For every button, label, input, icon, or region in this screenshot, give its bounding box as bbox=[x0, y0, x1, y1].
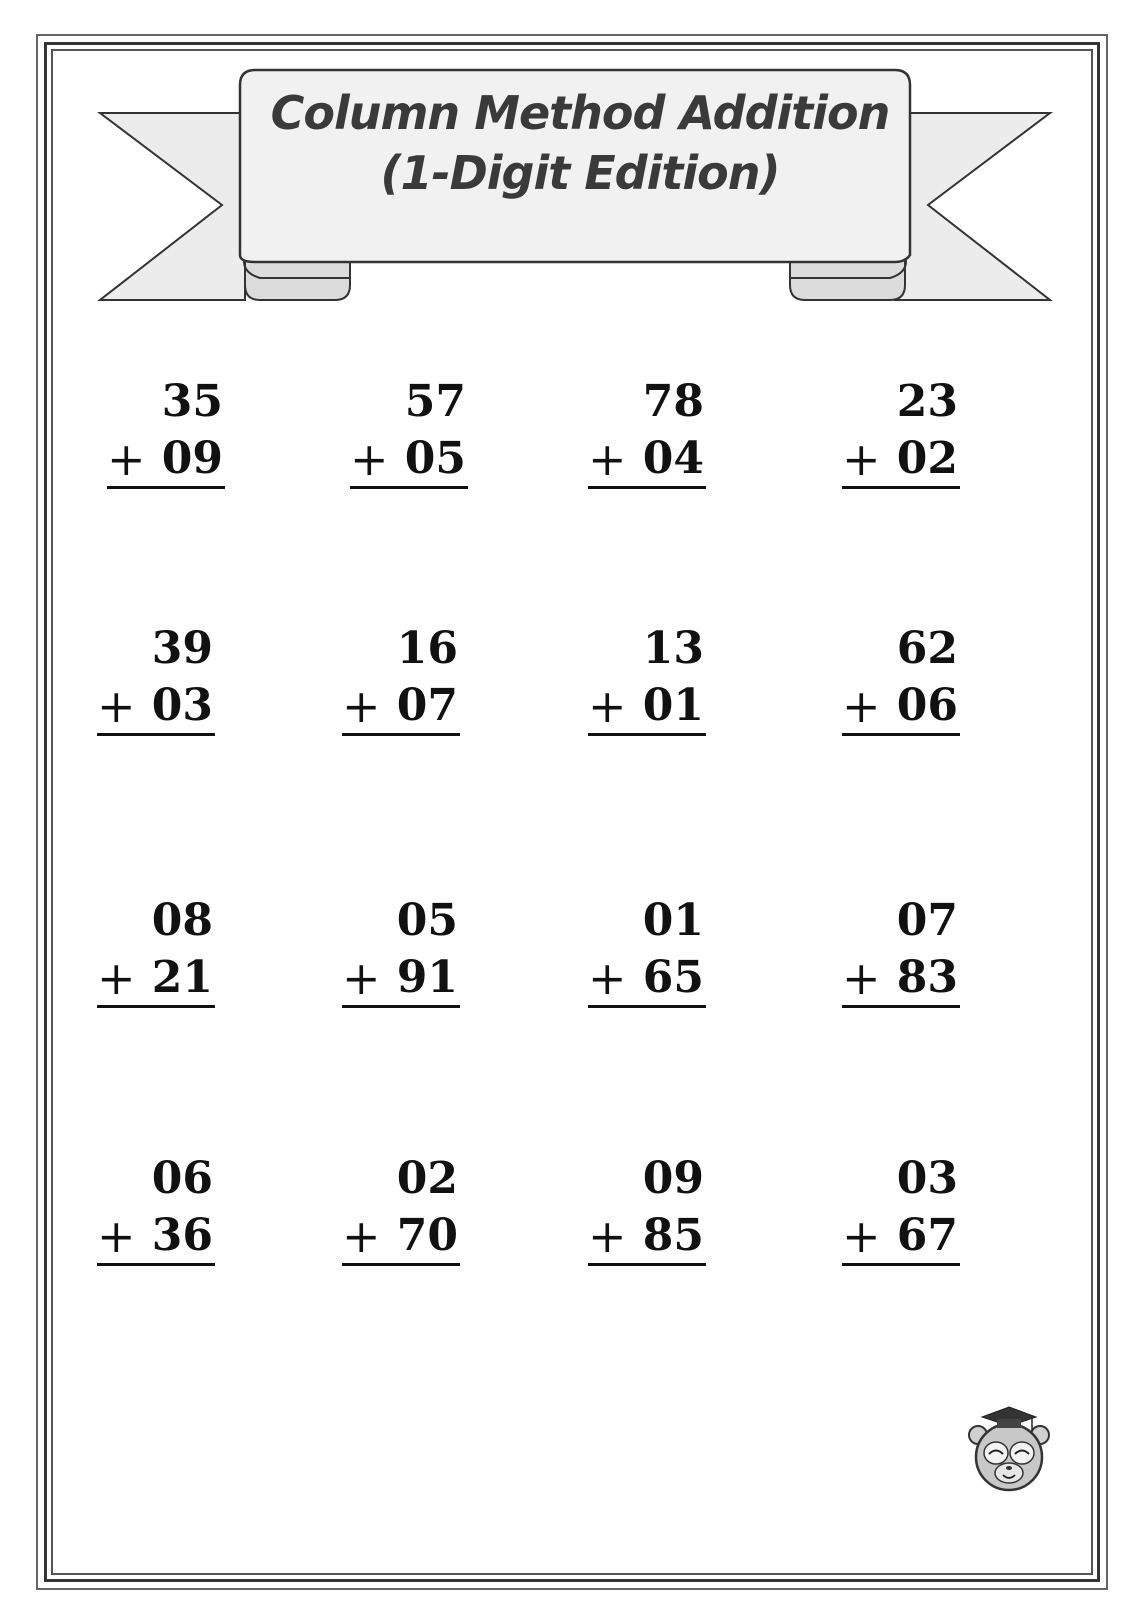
addend-top: 39 bbox=[151, 623, 213, 674]
addend-row bbox=[588, 678, 706, 736]
addend-row bbox=[842, 431, 960, 489]
plus-sign: + bbox=[588, 950, 627, 1005]
addend-row bbox=[588, 1208, 706, 1266]
problem-7 bbox=[588, 620, 706, 736]
addend-row bbox=[842, 678, 960, 736]
plus-sign: + bbox=[342, 678, 381, 733]
addend-row bbox=[97, 950, 215, 1008]
problem-3 bbox=[588, 373, 706, 489]
plus-sign: + bbox=[842, 678, 881, 733]
plus-sign: + bbox=[342, 1208, 381, 1263]
addend-bottom: 21 bbox=[151, 951, 213, 1003]
addend-top: 57 bbox=[404, 376, 466, 427]
addend-top: 13 bbox=[642, 623, 704, 674]
plus-sign: + bbox=[97, 678, 136, 733]
problem-8 bbox=[842, 620, 960, 736]
plus-sign: + bbox=[97, 1208, 136, 1263]
problem-4 bbox=[842, 373, 960, 489]
problem-16 bbox=[842, 1150, 960, 1266]
addend-bottom: 85 bbox=[642, 1209, 704, 1261]
addend-top: 01 bbox=[642, 895, 704, 946]
addend-row bbox=[342, 678, 460, 736]
problem-6 bbox=[342, 620, 460, 736]
plus-sign: + bbox=[97, 950, 136, 1005]
addend-top: 02 bbox=[396, 1153, 458, 1204]
addend-row bbox=[342, 950, 460, 1008]
addend-row bbox=[842, 1208, 960, 1266]
addend-row bbox=[588, 950, 706, 1008]
problem-12 bbox=[842, 892, 960, 1008]
addend-top: 78 bbox=[642, 376, 704, 427]
problem-13 bbox=[97, 1150, 215, 1266]
addend-bottom: 03 bbox=[151, 679, 213, 731]
plus-sign: + bbox=[342, 950, 381, 1005]
addend-row bbox=[350, 431, 468, 489]
problem-11 bbox=[588, 892, 706, 1008]
addend-bottom: 09 bbox=[161, 432, 223, 484]
plus-sign: + bbox=[842, 950, 881, 1005]
problem-1 bbox=[107, 373, 225, 489]
addend-top: 23 bbox=[896, 376, 958, 427]
addend-top: 62 bbox=[896, 623, 958, 674]
addend-top: 06 bbox=[151, 1153, 213, 1204]
plus-sign: + bbox=[588, 1208, 627, 1263]
addend-bottom: 36 bbox=[151, 1209, 213, 1261]
problem-10 bbox=[342, 892, 460, 1008]
addend-row bbox=[342, 1208, 460, 1266]
worksheet-title: Column Method Addition bbox=[270, 86, 890, 140]
addend-bottom: 91 bbox=[396, 951, 458, 1003]
addend-top: 07 bbox=[896, 895, 958, 946]
problem-2 bbox=[350, 373, 468, 489]
addend-row bbox=[842, 950, 960, 1008]
problem-14 bbox=[342, 1150, 460, 1266]
addend-top: 08 bbox=[151, 895, 213, 946]
plus-sign: + bbox=[842, 431, 881, 486]
addend-bottom: 83 bbox=[896, 951, 958, 1003]
addend-bottom: 65 bbox=[642, 951, 704, 1003]
worksheet-subtitle: (1-Digit Edition) bbox=[380, 146, 780, 200]
problem-15 bbox=[588, 1150, 706, 1266]
problem-5 bbox=[97, 620, 215, 736]
addend-bottom: 70 bbox=[396, 1209, 458, 1261]
addend-row bbox=[97, 678, 215, 736]
addend-top: 05 bbox=[396, 895, 458, 946]
plus-sign: + bbox=[588, 431, 627, 486]
addend-row bbox=[107, 431, 225, 489]
addend-bottom: 02 bbox=[896, 432, 958, 484]
addend-bottom: 06 bbox=[896, 679, 958, 731]
plus-sign: + bbox=[588, 678, 627, 733]
owl-graduate-icon bbox=[964, 1405, 1054, 1495]
addend-bottom: 07 bbox=[396, 679, 458, 731]
addend-top: 03 bbox=[896, 1153, 958, 1204]
plus-sign: + bbox=[107, 431, 146, 486]
addend-bottom: 01 bbox=[642, 679, 704, 731]
problem-9 bbox=[97, 892, 215, 1008]
addend-row bbox=[97, 1208, 215, 1266]
addend-bottom: 67 bbox=[896, 1209, 958, 1261]
plus-sign: + bbox=[842, 1208, 881, 1263]
plus-sign: + bbox=[350, 431, 389, 486]
addend-top: 16 bbox=[396, 623, 458, 674]
addend-bottom: 05 bbox=[404, 432, 466, 484]
addend-top: 35 bbox=[161, 376, 223, 427]
addend-top: 09 bbox=[642, 1153, 704, 1204]
addend-row bbox=[588, 431, 706, 489]
addend-bottom: 04 bbox=[642, 432, 704, 484]
